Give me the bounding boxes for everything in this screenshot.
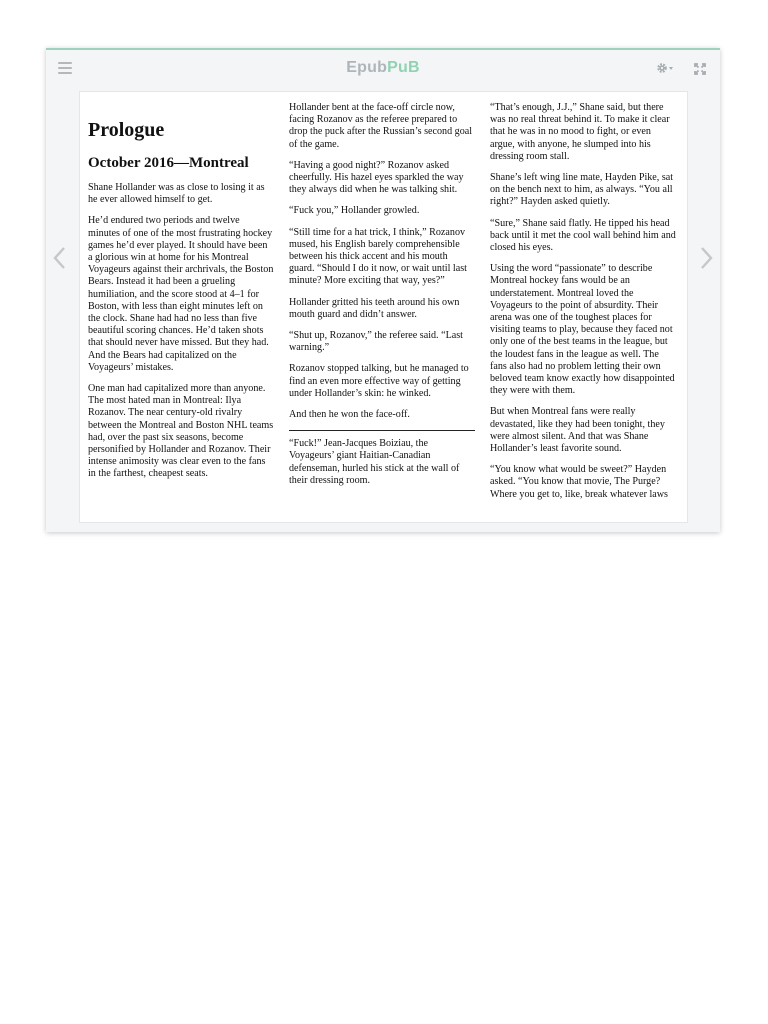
paragraph: “Fuck!” Jean-Jacques Boiziau, the Voyageurs’ giant Haitian-Canadian defenseman, hurled his stick at the wall of their dressing room. xyxy=(289,438,460,486)
paragraph: “Having a good night?” Rozanov asked cheerfully. His hazel eyes sparkled the way they always did when he was talking shit. xyxy=(289,159,464,196)
paragraph: One man had capitalized more than anyone. The most hated man in Montreal: Ilya Rozanov. The near century-old rivalry between the Montreal and Boston NHL teams had, over the past six seasons, become personified by Hollander and Rozanov. Their intense animosity was clear even to the fans in the farthest, cheapest seats. xyxy=(88,383,274,480)
chevron-right-icon[interactable] xyxy=(700,246,714,270)
text-column-1 xyxy=(88,102,274,490)
paragraph: “You know what would be sweet?” Hayden asked. “You know that movie, The Purge? Where you get to, like, break whatever laws xyxy=(490,464,668,500)
paragraph: Hollander gritted his teeth around his own mouth guard and didn’t answer. xyxy=(289,296,460,320)
paragraph: Shane Hollander was as close to losing it as he ever allowed himself to get. xyxy=(88,182,265,206)
paragraph: “Still time for a hat trick, I think,” Rozanov mused, his English barely comprehensible between his thick accent and his mouth guard. “Should I do it now, or wait until last minute? More exciting that way, yes?” xyxy=(289,226,467,287)
gear-icon[interactable] xyxy=(656,62,678,76)
section-title: October 2016—Montreal xyxy=(88,155,249,171)
paragraph: Hollander bent at the face-off circle now, facing Rozanov as the referee prepared to drop the puck after the Russian’s second goal of the game. xyxy=(289,102,473,150)
text-column-3 xyxy=(490,102,676,510)
app-title-part2: PuB xyxy=(387,59,420,76)
paragraph: He’d endured two periods and twelve minutes of one of the most frustrating hockey games he’d ever played. It should have been a glorious win at home for his Montreal Voyageurs against their archrivals, the Boston Bears. Instead it had been a grueling humiliation, and the score stood at 4–1 for Boston, with less than eight minutes left on the clock. Shane had had no less than five beautiful scoring chances. He’d taken shots that should never have missed. But they had. And the Bears had capitalized on the Voyageurs’ mistakes. xyxy=(88,215,274,373)
app-title xyxy=(46,59,720,77)
paragraph: “Fuck you,” Hollander growled. xyxy=(289,205,420,217)
paragraph: But when Montreal fans were really devastated, like they had been tonight, they were almost silent. And that was Shane Hollander’s least favorite sound. xyxy=(490,406,665,455)
app-title-part1: Epub xyxy=(346,59,388,76)
reader-frame xyxy=(46,48,720,532)
paragraph: “Shut up, Rozanov,” the referee said. “Last warning.” xyxy=(289,330,463,354)
paragraph: Rozanov stopped talking, but he managed to find an even more effective way of getting under Hollander’s skin: he winked. xyxy=(289,363,469,399)
text-column-2 xyxy=(289,102,475,496)
chevron-left-icon[interactable] xyxy=(52,246,66,270)
top-bar xyxy=(46,50,720,88)
book-page xyxy=(79,91,688,523)
section-break-divider xyxy=(289,430,475,431)
chapter-title: Prologue xyxy=(88,119,165,141)
paragraph: “Sure,” Shane said flatly. He tipped his head back until it met the cool wall behind him and closed his eyes. xyxy=(490,217,676,254)
paragraph: And then he won the face-off. xyxy=(289,409,410,421)
paragraph: Using the word “passionate” to describe Montreal hockey fans would be an understatement. Montreal loved the Voyageurs to the point of absurdity. Their arena was one of the toughest places for visiting teams to play, because they faced not only one of the best teams in the league, but the loudest fans in the league as well. The fans also had no problem letting their own beloved team know exactly how disappointed they were with them. xyxy=(490,263,675,397)
expand-icon[interactable] xyxy=(693,62,707,76)
paragraph: “That’s enough, J.J.,” Shane said, but there was no real threat behind it. To make it clear that he was in no mood to fight, or even argue, with anyone, he slumped into his dressing room stall. xyxy=(490,102,670,162)
paragraph: Shane’s left wing line mate, Hayden Pike, sat on the bench next to him, as always. “You all right?” Hayden asked quietly. xyxy=(490,172,674,208)
